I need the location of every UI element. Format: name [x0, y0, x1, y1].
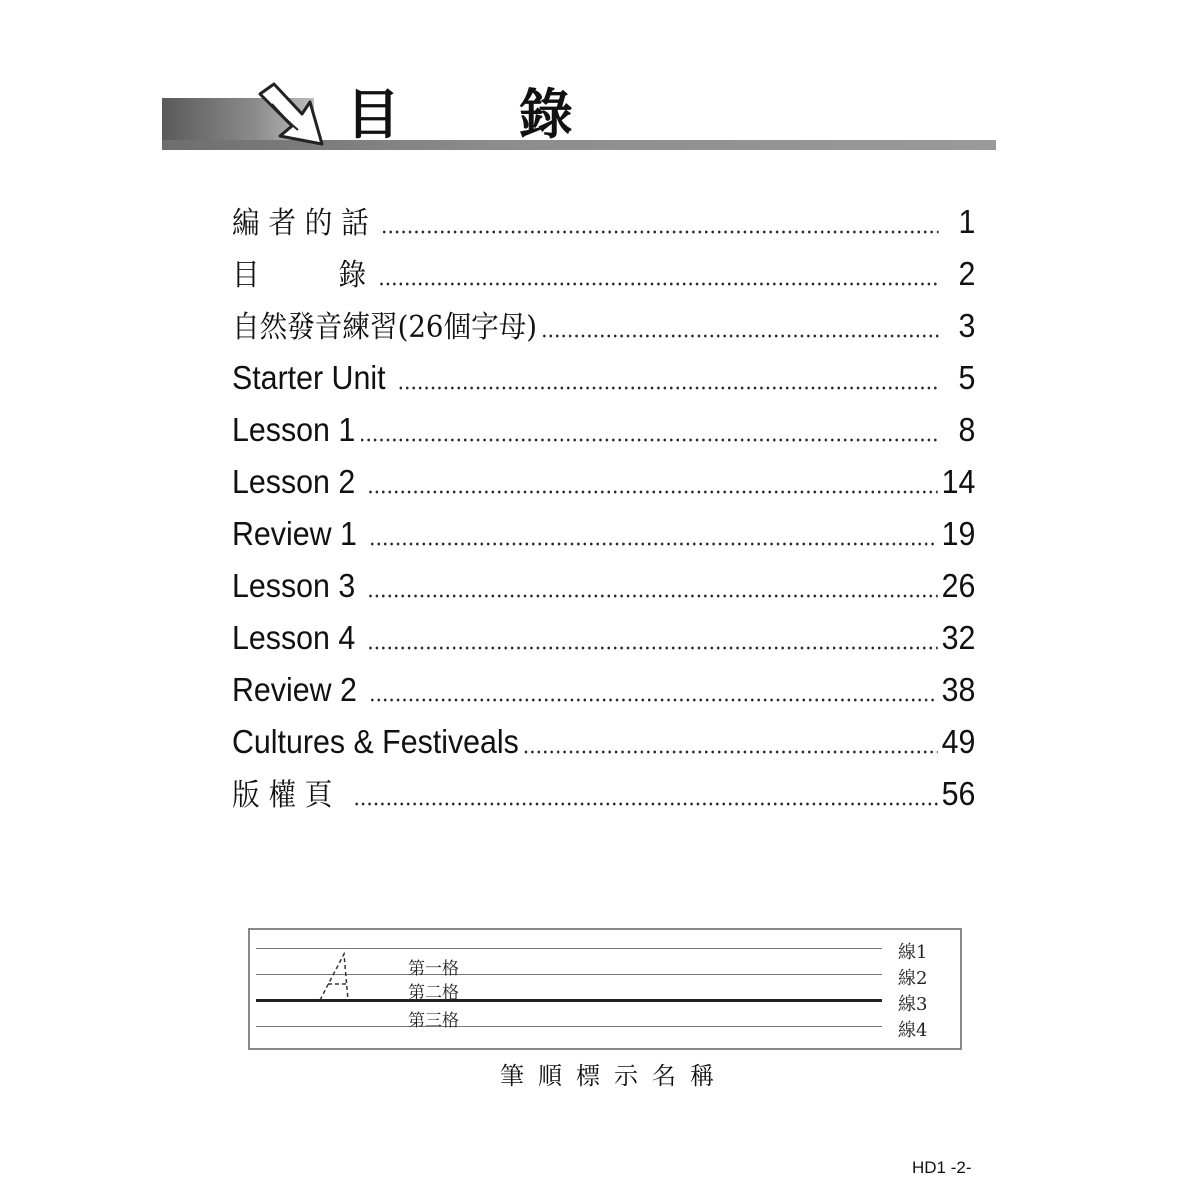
toc-entry-label: Starter Unit — [232, 359, 394, 396]
toc-entry-label: Lesson 2 — [232, 463, 364, 500]
toc-dot-leader — [359, 437, 939, 443]
toc-entry-page: 2 — [958, 255, 976, 292]
toc-entry-page: 3 — [958, 307, 976, 344]
toc-dot-leader — [367, 645, 938, 651]
toc-entry[interactable] — [232, 404, 975, 456]
toc-entry-label: 目 錄 — [232, 258, 375, 293]
toc-entry-label: 自然發音練習(26個字母) — [232, 310, 538, 345]
toc-entry-page: 32 — [941, 619, 976, 656]
guide-cell-1: 第一格 — [408, 959, 459, 979]
guide-caption: 筆順標示名稱 — [500, 1062, 728, 1090]
guide-line-1 — [256, 948, 882, 949]
toc-entry-page: 5 — [958, 359, 976, 396]
guide-line-label-4: 線4 — [898, 1020, 928, 1041]
toc-dot-leader — [398, 385, 939, 391]
table-of-contents — [232, 196, 976, 820]
page-number: HD1 -2- — [912, 1158, 972, 1177]
page-title: 目 錄 — [346, 83, 623, 146]
toc-dot-leader — [354, 801, 938, 807]
toc-dot-leader — [367, 489, 938, 495]
toc-entry-label: Review 1 — [232, 515, 366, 552]
toc-entry[interactable] — [232, 612, 975, 664]
toc-entry-label: Lesson 1 — [232, 411, 356, 448]
guide-line-label-2: 線2 — [898, 968, 928, 989]
guide-cell-2: 第二格 — [408, 983, 459, 1003]
letter-a-stroke-icon — [314, 950, 364, 1006]
toc-entry-page: 26 — [941, 567, 976, 604]
toc-entry-page: 8 — [958, 411, 976, 448]
toc-entry-label: Cultures & Festiveals — [232, 723, 519, 760]
guide-line-label-3: 線3 — [898, 994, 928, 1015]
toc-entry-label: Review 2 — [232, 671, 366, 708]
toc-entry-page: 49 — [941, 723, 976, 760]
arrow-down-right-icon — [252, 80, 332, 152]
toc-entry[interactable] — [232, 300, 975, 352]
guide-line-4 — [256, 1026, 882, 1027]
toc-entry[interactable] — [232, 352, 975, 404]
toc-entry[interactable] — [232, 196, 975, 248]
toc-dot-leader — [541, 333, 939, 339]
toc-entry[interactable] — [232, 508, 975, 560]
toc-entry-page: 19 — [941, 515, 976, 552]
toc-entry-label: Lesson 4 — [232, 619, 364, 656]
toc-entry[interactable] — [232, 248, 975, 300]
toc-dot-leader — [523, 749, 938, 755]
toc-entry[interactable] — [232, 560, 975, 612]
guide-cell-3: 第三格 — [408, 1011, 459, 1031]
toc-entry-page: 56 — [941, 775, 976, 812]
toc-entry[interactable] — [232, 456, 975, 508]
guide-line-label-1: 線1 — [898, 942, 928, 963]
toc-dot-leader — [369, 541, 938, 547]
toc-entry-page: 1 — [958, 203, 976, 240]
toc-entry[interactable] — [232, 716, 975, 768]
toc-entry-label: Lesson 3 — [232, 567, 364, 604]
toc-entry[interactable] — [232, 664, 975, 716]
toc-entry-page: 38 — [941, 671, 976, 708]
toc-entry-page: 14 — [941, 463, 976, 500]
toc-dot-leader — [379, 281, 939, 287]
toc-entry-label: 編 者 的 話 — [232, 206, 378, 241]
toc-entry[interactable] — [232, 768, 975, 820]
toc-dot-leader — [367, 593, 938, 599]
stroke-guide-box — [248, 928, 962, 1050]
toc-entry-label: 版 權 頁 — [232, 778, 350, 813]
toc-dot-leader — [369, 697, 938, 703]
toc-dot-leader — [381, 229, 938, 235]
